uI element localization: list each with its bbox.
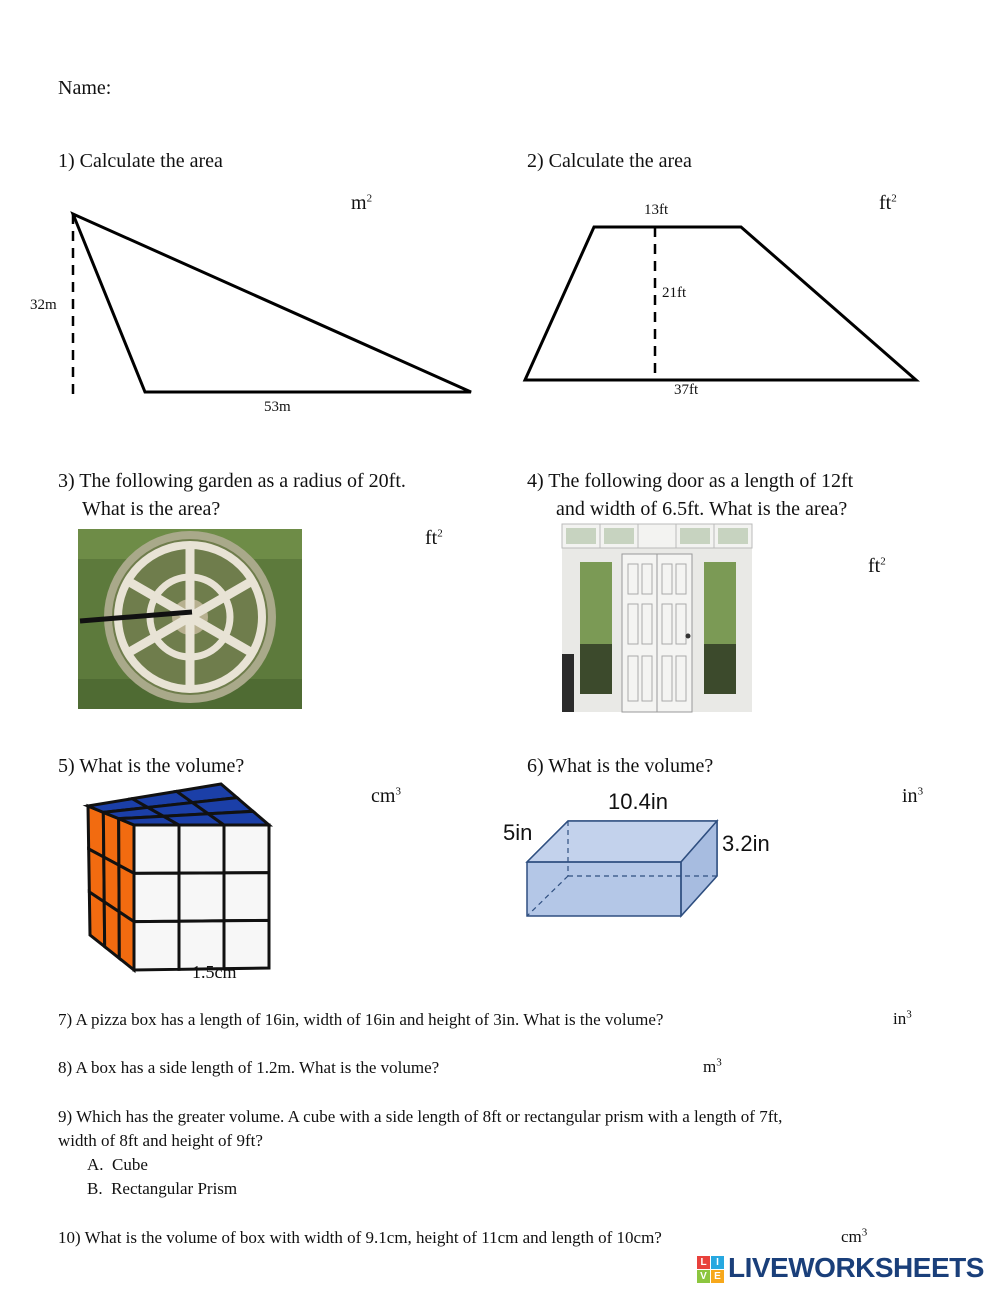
q9-prompt-line1: 9) Which has the greater volume. A cube with a side length of 8ft or rectangular prism with a length of 7ft, bbox=[58, 1107, 783, 1126]
q4-unit: $ft^2$ bbox=[868, 555, 886, 577]
q4-prompt-line1: 4) The following door as a length of 12ft bbox=[527, 470, 854, 492]
q6-height-label: 3.2in bbox=[722, 831, 770, 856]
q7-unit: $in^3$ bbox=[893, 1008, 912, 1028]
q1-height-label: 32m bbox=[30, 297, 57, 313]
q3-prompt-line1: 3) The following garden as a radius of 20ft. bbox=[58, 470, 406, 492]
q6-prompt: 6) What is the volume? bbox=[527, 755, 714, 777]
q1-base-label: 53m bbox=[264, 399, 291, 415]
q6-unit: $in^3$ bbox=[902, 785, 924, 807]
q9-option-a[interactable]: A. Cube bbox=[87, 1155, 148, 1174]
q2-top-label: 13ft bbox=[644, 202, 669, 218]
name-label: Name: bbox=[58, 77, 112, 99]
q5-prompt: 5) What is the volume? bbox=[58, 755, 245, 777]
q8-answer-input[interactable] bbox=[600, 1055, 695, 1079]
q2-height-label: 21ft bbox=[662, 285, 687, 301]
liveworksheets-logo-text: LIVEWORKSHEETS bbox=[728, 1252, 984, 1283]
q2-unit: $ft^2$ bbox=[879, 192, 897, 214]
badge-letter-e: E bbox=[711, 1270, 724, 1283]
q7-prompt: 7) A pizza box has a length of 16in, width of 16in and height of 3in. What is the volume? bbox=[58, 1010, 664, 1029]
q8-prompt: 8) A box has a side length of 1.2m. What is the volume? bbox=[58, 1058, 440, 1077]
q10-prompt: 10) What is the volume of box with width of 9.1cm, height of 11cm and length of 10cm? bbox=[58, 1228, 662, 1247]
q8-unit: $m^3$ bbox=[703, 1056, 722, 1076]
q1-unit: $m^2$ bbox=[351, 192, 373, 214]
badge-letter-l: L bbox=[697, 1256, 710, 1269]
q3-unit: $ft^2$ bbox=[425, 527, 443, 549]
badge-letter-i: I bbox=[711, 1256, 724, 1269]
q5-unit: $cm^3$ bbox=[371, 785, 401, 807]
q1-prompt: 1) Calculate the area bbox=[58, 150, 223, 172]
q6-length-label: 10.4in bbox=[608, 789, 668, 814]
q4-prompt-line2: and width of 6.5ft. What is the area? bbox=[556, 498, 848, 520]
liveworksheets-badge-icon bbox=[697, 1256, 725, 1284]
q5-edge-label: 1.5cm bbox=[192, 962, 237, 982]
q2-base-label: 37ft bbox=[674, 382, 699, 398]
badge-letter-v: V bbox=[697, 1270, 710, 1283]
q6-width-label: 5in bbox=[503, 820, 533, 845]
q2-prompt: 2) Calculate the area bbox=[527, 150, 692, 172]
q9-option-b[interactable]: B. Rectangular Prism bbox=[87, 1179, 238, 1198]
q3-prompt-line2: What is the area? bbox=[82, 498, 221, 520]
q10-unit: $cm^3$ bbox=[841, 1226, 868, 1246]
q10-answer-input[interactable] bbox=[755, 1225, 835, 1249]
q7-answer-input[interactable] bbox=[790, 1007, 885, 1031]
q9-prompt-line2: width of 8ft and height of 9ft? bbox=[58, 1131, 263, 1150]
